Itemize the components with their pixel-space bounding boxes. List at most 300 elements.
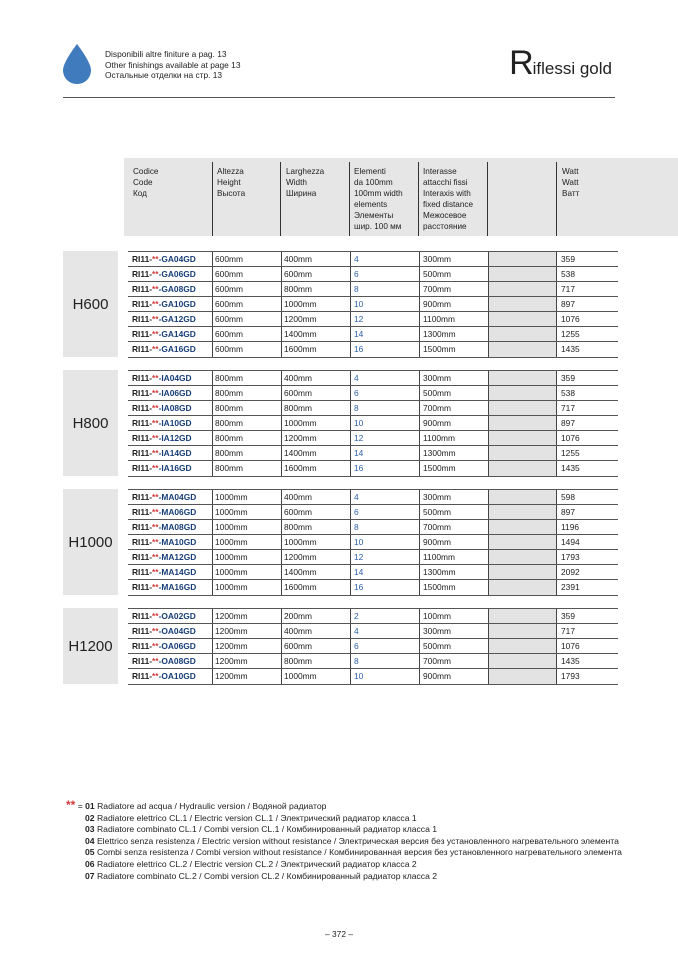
elements-cell: 8	[354, 403, 359, 413]
cell-divider	[488, 282, 489, 297]
blank-shaded-cell	[488, 669, 556, 684]
cell-divider	[281, 252, 282, 267]
cell-divider	[488, 446, 489, 461]
footnote-item: 05 Combi senza resistenza / Combi version without resistance / Комбинированная версия без установленного нагревательного элемента	[85, 847, 622, 858]
cell-divider	[419, 520, 420, 535]
product-code: RI11-**-OA04GD	[132, 626, 196, 636]
interaxis-cell: 500mm	[423, 269, 451, 279]
elements-cell: 16	[354, 582, 364, 592]
interaxis-cell: 500mm	[423, 388, 451, 398]
table-row	[128, 549, 618, 565]
cell-divider	[350, 639, 351, 654]
brand-title	[509, 46, 612, 80]
blank-shaded-cell	[488, 550, 556, 565]
interaxis-cell: 1500mm	[423, 582, 456, 592]
cell-divider	[488, 252, 489, 267]
table-row	[128, 504, 618, 520]
cell-divider	[556, 401, 557, 416]
blank-shaded-cell	[488, 342, 556, 357]
blank-shaded-cell	[488, 639, 556, 654]
cell-divider	[488, 371, 489, 386]
cell-divider	[556, 386, 557, 401]
cell-divider	[488, 431, 489, 446]
cell-divider	[488, 609, 489, 624]
product-code: RI11-**-OA08GD	[132, 656, 196, 666]
cell-divider	[212, 654, 213, 669]
height-cell: 1000mm	[215, 552, 248, 562]
availability-line-it: Disponibili altre finiture a pag. 13	[105, 49, 227, 59]
cell-divider	[419, 371, 420, 386]
height-cell: 600mm	[215, 284, 243, 294]
product-code: RI11-**-IA06GD	[132, 388, 192, 398]
width-cell: 800mm	[284, 656, 312, 666]
width-cell: 1000mm	[284, 537, 317, 547]
cell-divider	[212, 282, 213, 297]
table-row	[128, 415, 618, 431]
cell-divider	[556, 669, 557, 684]
column-header-4: Interasse attacchi fissi Interaxis with fixed distance Межосевое расстояние	[423, 167, 474, 231]
watt-cell: 538	[561, 388, 575, 398]
cell-divider	[556, 624, 557, 639]
watt-cell: 1076	[561, 314, 580, 324]
watt-cell: 897	[561, 418, 575, 428]
interaxis-cell: 300mm	[423, 254, 451, 264]
elements-cell: 14	[354, 567, 364, 577]
cell-divider	[212, 267, 213, 282]
width-cell: 800mm	[284, 522, 312, 532]
elements-cell: 14	[354, 448, 364, 458]
interaxis-cell: 1300mm	[423, 448, 456, 458]
cell-divider	[212, 386, 213, 401]
footnote-item: ** = 01 Radiatore ad acqua / Hydraulic version / Водяной радиатор	[66, 798, 327, 812]
cell-divider	[281, 327, 282, 342]
cell-divider	[281, 624, 282, 639]
cell-divider	[350, 624, 351, 639]
column-header-divider	[487, 162, 488, 236]
page-number: – 372 –	[325, 929, 353, 939]
elements-cell: 6	[354, 641, 359, 651]
cell-divider	[419, 669, 420, 684]
cell-divider	[556, 505, 557, 520]
column-header-6: Watt Watt Ватт	[562, 167, 580, 198]
cell-divider	[488, 624, 489, 639]
elements-cell: 4	[354, 626, 359, 636]
interaxis-cell: 700mm	[423, 522, 451, 532]
cell-divider	[350, 550, 351, 565]
cell-divider	[350, 669, 351, 684]
elements-cell: 10	[354, 671, 364, 681]
interaxis-cell: 900mm	[423, 299, 451, 309]
cell-divider	[419, 490, 420, 505]
cell-divider	[556, 550, 557, 565]
cell-divider	[212, 490, 213, 505]
cell-divider	[419, 416, 420, 431]
interaxis-cell: 300mm	[423, 626, 451, 636]
height-cell: 1000mm	[215, 537, 248, 547]
cell-divider	[556, 252, 557, 267]
elements-cell: 6	[354, 269, 359, 279]
watt-cell: 1255	[561, 329, 580, 339]
cell-divider	[350, 565, 351, 580]
cell-divider	[556, 639, 557, 654]
height-cell: 600mm	[215, 269, 243, 279]
cell-divider	[212, 252, 213, 267]
product-code: RI11-**-IA08GD	[132, 403, 192, 413]
cell-divider	[281, 654, 282, 669]
cell-divider	[419, 535, 420, 550]
blank-shaded-cell	[488, 654, 556, 669]
cell-divider	[488, 669, 489, 684]
cell-divider	[419, 282, 420, 297]
cell-divider	[350, 342, 351, 357]
cell-divider	[556, 580, 557, 595]
height-cell: 1200mm	[215, 611, 248, 621]
interaxis-cell: 1500mm	[423, 463, 456, 473]
elements-cell: 8	[354, 656, 359, 666]
product-code: RI11-**-GA16GD	[132, 344, 196, 354]
product-code: RI11-**-IA12GD	[132, 433, 192, 443]
cell-divider	[212, 401, 213, 416]
table-row	[128, 623, 618, 639]
cell-divider	[350, 416, 351, 431]
interaxis-cell: 1100mm	[423, 433, 455, 443]
cell-divider	[419, 624, 420, 639]
cell-divider	[212, 580, 213, 595]
product-code: RI11-**-IA04GD	[132, 373, 192, 383]
elements-cell: 12	[354, 552, 364, 562]
cell-divider	[488, 565, 489, 580]
cell-divider	[350, 267, 351, 282]
cell-divider	[419, 386, 420, 401]
blank-shaded-cell	[488, 520, 556, 535]
blank-shaded-cell	[488, 490, 556, 505]
cell-divider	[281, 609, 282, 624]
cell-divider	[281, 297, 282, 312]
blank-shaded-cell	[488, 282, 556, 297]
table-row	[128, 341, 618, 358]
cell-divider	[488, 401, 489, 416]
water-drop-icon	[63, 44, 91, 84]
blank-shaded-cell	[488, 312, 556, 327]
elements-cell: 16	[354, 344, 364, 354]
table-row	[128, 489, 618, 505]
elements-cell: 4	[354, 254, 359, 264]
cell-divider	[281, 312, 282, 327]
cell-divider	[212, 609, 213, 624]
watt-cell: 897	[561, 299, 575, 309]
cell-divider	[488, 386, 489, 401]
cell-divider	[350, 312, 351, 327]
footnotes	[66, 800, 622, 882]
height-cell: 1200mm	[215, 656, 248, 666]
cell-divider	[488, 461, 489, 476]
cell-divider	[350, 654, 351, 669]
width-cell: 1200mm	[284, 433, 317, 443]
height-cell: 800mm	[215, 448, 243, 458]
table-row	[128, 608, 618, 624]
product-code: RI11-**-MA06GD	[132, 507, 197, 517]
width-cell: 1600mm	[284, 582, 317, 592]
width-cell: 1600mm	[284, 463, 317, 473]
cell-divider	[488, 416, 489, 431]
product-code: RI11-**-OA02GD	[132, 611, 196, 621]
cell-divider	[556, 461, 557, 476]
cell-divider	[350, 297, 351, 312]
cell-divider	[212, 535, 213, 550]
cell-divider	[419, 505, 420, 520]
group-label-h1000: H1000	[63, 489, 118, 595]
cell-divider	[488, 505, 489, 520]
column-header-0: Codice Code Код	[133, 167, 159, 198]
footnote-marker: **	[66, 798, 76, 812]
watt-cell: 1196	[561, 522, 580, 532]
cell-divider	[419, 654, 420, 669]
interaxis-cell: 1100mm	[423, 552, 455, 562]
product-code: RI11-**-MA08GD	[132, 522, 197, 532]
watt-cell: 2092	[561, 567, 580, 577]
blank-shaded-cell	[488, 267, 556, 282]
product-code: RI11-**-MA14GD	[132, 567, 197, 577]
cell-divider	[419, 401, 420, 416]
width-cell: 800mm	[284, 403, 312, 413]
product-code: RI11-**-OA10GD	[132, 671, 196, 681]
brand-rest: iflessi gold	[532, 59, 612, 78]
table-row	[128, 370, 618, 386]
height-cell: 800mm	[215, 418, 243, 428]
cell-divider	[556, 342, 557, 357]
cell-divider	[212, 416, 213, 431]
width-cell: 1400mm	[284, 567, 317, 577]
table-row	[128, 519, 618, 535]
table-row	[128, 668, 618, 685]
cell-divider	[419, 342, 420, 357]
watt-cell: 717	[561, 403, 575, 413]
height-cell: 800mm	[215, 373, 243, 383]
cell-divider	[488, 520, 489, 535]
cell-divider	[556, 446, 557, 461]
cell-divider	[350, 580, 351, 595]
cell-divider	[350, 490, 351, 505]
cell-divider	[488, 267, 489, 282]
cell-divider	[488, 580, 489, 595]
table-row	[128, 400, 618, 416]
blank-shaded-cell	[488, 371, 556, 386]
watt-cell: 717	[561, 284, 575, 294]
cell-divider	[419, 461, 420, 476]
cell-divider	[556, 654, 557, 669]
height-cell: 600mm	[215, 344, 243, 354]
cell-divider	[350, 535, 351, 550]
width-cell: 400mm	[284, 492, 312, 502]
table-row	[128, 579, 618, 596]
elements-cell: 16	[354, 463, 364, 473]
width-cell: 1400mm	[284, 329, 317, 339]
cell-divider	[281, 371, 282, 386]
blank-shaded-cell	[488, 416, 556, 431]
cell-divider	[350, 386, 351, 401]
cell-divider	[419, 267, 420, 282]
cell-divider	[212, 371, 213, 386]
cell-divider	[212, 342, 213, 357]
elements-cell: 4	[354, 492, 359, 502]
blank-shaded-cell	[488, 565, 556, 580]
table-row	[128, 653, 618, 669]
cell-divider	[556, 297, 557, 312]
cell-divider	[419, 550, 420, 565]
watt-cell: 359	[561, 254, 575, 264]
cell-divider	[350, 327, 351, 342]
product-code: RI11-**-MA04GD	[132, 492, 197, 502]
watt-cell: 1255	[561, 448, 580, 458]
table-row	[128, 460, 618, 477]
cell-divider	[212, 297, 213, 312]
product-code: RI11-**-IA16GD	[132, 463, 192, 473]
cell-divider	[281, 282, 282, 297]
cell-divider	[556, 282, 557, 297]
cell-divider	[556, 312, 557, 327]
watt-cell: 1793	[561, 552, 580, 562]
cell-divider	[281, 669, 282, 684]
cell-divider	[281, 535, 282, 550]
cell-divider	[212, 312, 213, 327]
cell-divider	[281, 490, 282, 505]
height-cell: 800mm	[215, 388, 243, 398]
footnote-item: 07 Radiatore combinato CL.2 / Combi version CL.2 / Комбинированный радиатор класса 2	[85, 870, 438, 881]
cell-divider	[419, 327, 420, 342]
product-code: RI11-**-MA12GD	[132, 552, 197, 562]
availability-line-ru: Остальные отделки на стр. 13	[105, 70, 223, 81]
height-cell: 800mm	[215, 403, 243, 413]
cell-divider	[556, 371, 557, 386]
cell-divider	[281, 580, 282, 595]
elements-cell: 12	[354, 433, 364, 443]
product-code: RI11-**-OA06GD	[132, 641, 196, 651]
cell-divider	[281, 446, 282, 461]
column-header-1: Altezza Height Высота	[217, 167, 246, 198]
cell-divider	[212, 669, 213, 684]
column-header-3: Elementi da 100mm 100mm width elements Элементы шир. 100 мм	[354, 167, 403, 231]
cell-divider	[488, 550, 489, 565]
watt-cell: 1793	[561, 671, 580, 681]
table-row	[128, 266, 618, 282]
group-label-h800: H800	[63, 370, 118, 476]
elements-cell: 10	[354, 299, 364, 309]
height-cell: 1200mm	[215, 671, 248, 681]
cell-divider	[281, 386, 282, 401]
height-cell: 600mm	[215, 314, 243, 324]
width-cell: 1000mm	[284, 299, 317, 309]
cell-divider	[488, 297, 489, 312]
interaxis-cell: 100mm	[423, 611, 451, 621]
column-header-divider	[418, 162, 419, 236]
watt-cell: 897	[561, 507, 575, 517]
availability-line-en: Other finishings available at page 13	[105, 59, 241, 70]
watt-cell: 1076	[561, 433, 580, 443]
cell-divider	[350, 401, 351, 416]
height-cell: 1000mm	[215, 492, 248, 502]
column-header-divider	[280, 162, 281, 236]
interaxis-cell: 1500mm	[423, 344, 456, 354]
width-cell: 400mm	[284, 254, 312, 264]
cell-divider	[350, 609, 351, 624]
cell-divider	[350, 252, 351, 267]
interaxis-cell: 300mm	[423, 492, 451, 502]
blank-shaded-cell	[488, 446, 556, 461]
width-cell: 800mm	[284, 284, 312, 294]
cell-divider	[556, 490, 557, 505]
cell-divider	[281, 565, 282, 580]
width-cell: 600mm	[284, 388, 312, 398]
elements-cell: 12	[354, 314, 364, 324]
blank-shaded-cell	[488, 297, 556, 312]
cell-divider	[350, 505, 351, 520]
interaxis-cell: 500mm	[423, 641, 451, 651]
cell-divider	[556, 520, 557, 535]
width-cell: 1000mm	[284, 418, 317, 428]
cell-divider	[556, 416, 557, 431]
table-row	[128, 326, 618, 342]
table-row	[128, 296, 618, 312]
watt-cell: 2391	[561, 582, 580, 592]
cell-divider	[212, 461, 213, 476]
cell-divider	[350, 446, 351, 461]
product-code: RI11-**-IA14GD	[132, 448, 192, 458]
cell-divider	[419, 446, 420, 461]
height-cell: 1000mm	[215, 567, 248, 577]
height-cell: 800mm	[215, 433, 243, 443]
height-cell: 600mm	[215, 299, 243, 309]
cell-divider	[419, 252, 420, 267]
cell-divider	[212, 550, 213, 565]
cell-divider	[212, 431, 213, 446]
height-cell: 600mm	[215, 254, 243, 264]
group-label-h600: H600	[63, 251, 118, 357]
watt-cell: 598	[561, 492, 575, 502]
cell-divider	[419, 609, 420, 624]
blank-shaded-cell	[488, 252, 556, 267]
product-code: RI11-**-IA10GD	[132, 418, 192, 428]
width-cell: 400mm	[284, 373, 312, 383]
cell-divider	[281, 639, 282, 654]
height-cell: 1000mm	[215, 507, 248, 517]
cell-divider	[350, 431, 351, 446]
availability-note	[105, 49, 241, 81]
cell-divider	[488, 490, 489, 505]
cell-divider	[556, 431, 557, 446]
product-code: RI11-**-GA10GD	[132, 299, 196, 309]
interaxis-cell: 700mm	[423, 284, 451, 294]
cell-divider	[350, 461, 351, 476]
footnote-item: 02 Radiatore elettrico CL.1 / Electric version CL.1 / Электрический радиатор класса 1	[85, 812, 417, 823]
interaxis-cell: 900mm	[423, 671, 451, 681]
interaxis-cell: 1300mm	[423, 329, 456, 339]
product-code: RI11-**-GA04GD	[132, 254, 196, 264]
product-code: RI11-**-GA08GD	[132, 284, 196, 294]
header-rule	[63, 97, 615, 98]
brand-initial: R	[509, 44, 533, 82]
cell-divider	[212, 327, 213, 342]
cell-divider	[281, 342, 282, 357]
column-header-divider	[556, 162, 557, 236]
cell-divider	[281, 505, 282, 520]
column-header-divider	[349, 162, 350, 236]
cell-divider	[556, 609, 557, 624]
watt-cell: 1076	[561, 641, 580, 651]
cell-divider	[419, 312, 420, 327]
blank-shaded-cell	[488, 401, 556, 416]
watt-cell: 359	[561, 373, 575, 383]
width-cell: 1400mm	[284, 448, 317, 458]
